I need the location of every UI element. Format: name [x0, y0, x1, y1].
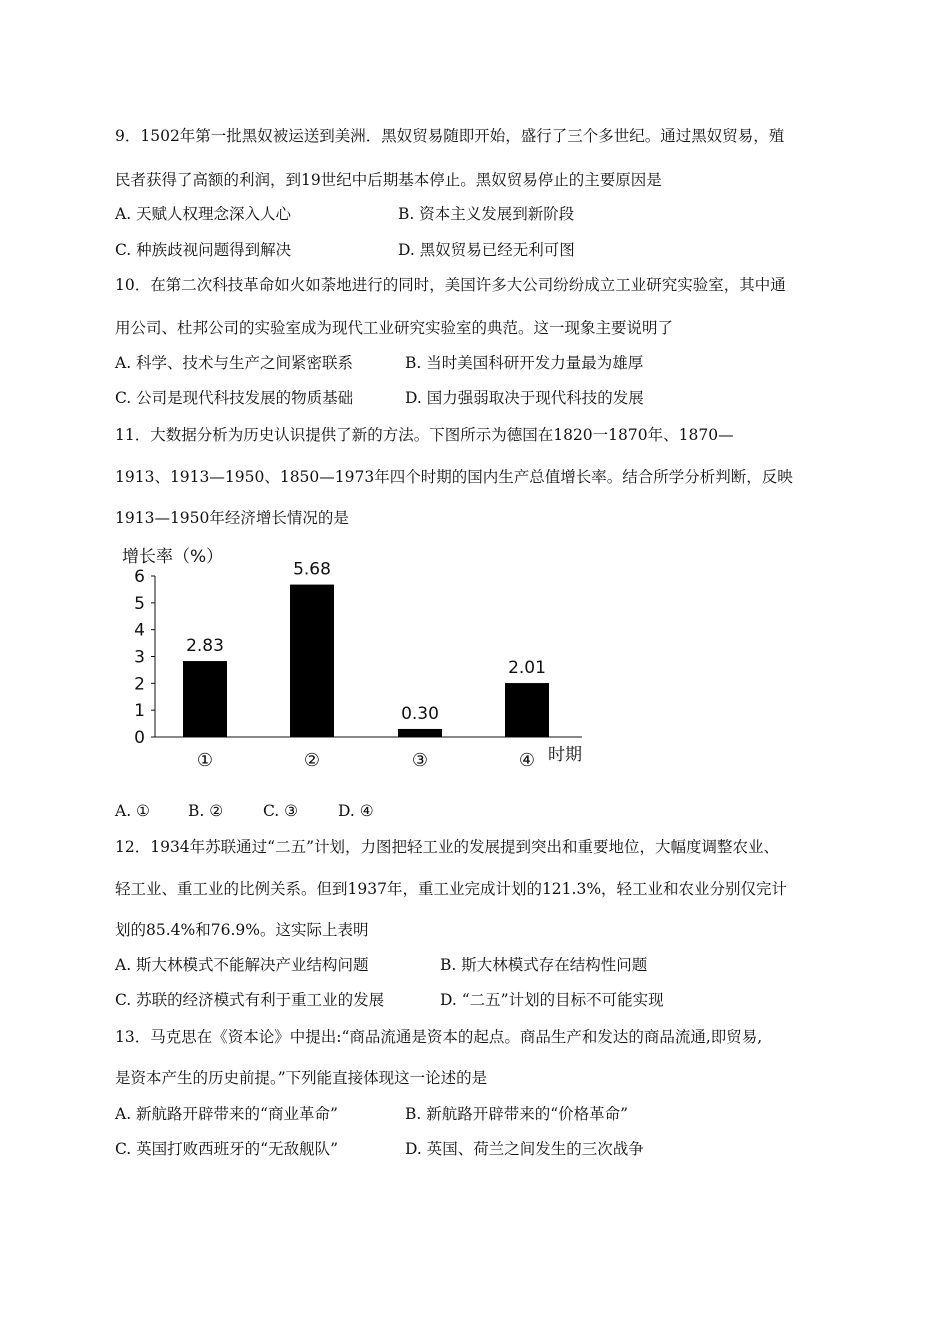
chart-category-label: ②	[303, 750, 321, 771]
chart-bars	[183, 560, 549, 771]
chart-svg	[112, 540, 602, 780]
q9-option-b[interactable]: B. 资本主义发展到新阶段	[398, 205, 575, 223]
chart-y-tick-label: 3	[134, 647, 145, 668]
q11-option-a[interactable]: A. ①	[115, 802, 150, 820]
q10-option-d[interactable]: D. 国力强弱取决于现代科技的发展	[405, 389, 644, 407]
chart-category-label: ①	[196, 750, 214, 771]
q11-stem-line3: 1913—1950年经济增长情况的是	[115, 509, 349, 527]
q11-option-b[interactable]: B. ②	[188, 802, 224, 820]
chart-y-tick-label: 0	[134, 728, 145, 748]
growth-rate-bar-chart	[112, 540, 602, 780]
chart-y-tick-label: 6	[134, 567, 145, 587]
q12-stem-line3: 划的85.4%和76.9%。这实际上表明	[115, 921, 369, 939]
q10-option-c[interactable]: C. 公司是现代科技发展的物质基础	[115, 389, 354, 407]
chart-y-tick-label: 4	[134, 620, 145, 641]
chart-category-label: ④	[518, 750, 536, 771]
chart-y-axis-label: 增长率（%）	[122, 547, 224, 567]
q12-stem-line1: 12．1934年苏联通过“二五”计划，力图把轻工业的发展提到突出和重要地位，大幅度调整农业、	[115, 838, 780, 856]
q11-stem-line1: 11．大数据分析为历史认识提供了新的方法。下图所示为德国在1820一1870年、1870—	[115, 426, 734, 444]
chart-y-tick-label: 5	[134, 593, 145, 614]
chart-bar	[183, 661, 227, 737]
chart-data-label: 0.30	[401, 703, 439, 724]
q13-option-c[interactable]: C. 英国打败西班牙的“无敌舰队”	[115, 1140, 339, 1158]
chart-bar	[290, 585, 334, 737]
chart-y-tick-label: 2	[134, 674, 145, 695]
chart-category-label: ③	[411, 750, 429, 771]
q9-stem-line2: 民者获得了高额的利润，到19世纪中后期基本停止。黑奴贸易停止的主要原因是	[115, 171, 662, 189]
q13-option-d[interactable]: D. 英国、荷兰之间发生的三次战争	[405, 1140, 644, 1158]
q9-option-c[interactable]: C. 种族歧视问题得到解决	[115, 241, 292, 259]
q12-option-a[interactable]: A. 斯大林模式不能解决产业结构问题	[115, 956, 369, 974]
chart-bar	[398, 729, 442, 737]
chart-y-ticks	[134, 567, 155, 748]
q11-option-d[interactable]: D. ④	[338, 802, 374, 820]
q10-stem-line2: 用公司、杜邦公司的实验室成为现代工业研究实验室的典范。这一现象主要说明了	[115, 319, 674, 337]
chart-data-label: 2.83	[186, 636, 224, 657]
q13-option-b[interactable]: B. 新航路开辟带来的“价格革命”	[405, 1105, 629, 1123]
q10-option-a[interactable]: A. 科学、技术与生产之间紧密联系	[115, 354, 354, 372]
q13-stem-line2: 是资本产生的历史前提。”下列能直接体现这一论述的是	[115, 1069, 488, 1087]
q12-option-c[interactable]: C. 苏联的经济模式有利于重工业的发展	[115, 991, 385, 1009]
chart-y-tick-label: 1	[134, 701, 145, 722]
q9-stem-line1: 9．1502年第一批黑奴被运送到美洲．黑奴贸易随即开始，盛行了三个多世纪。通过黑奴贸易，殖	[115, 127, 785, 145]
q13-stem-line1: 13．马克思在《资本论》中提出:“商品流通是资本的起点。商品生产和发达的商品流通,即贸易,	[115, 1028, 763, 1046]
q12-stem-line2: 轻工业、重工业的比例关系。但到1937年，重工业完成计划的121.3%，轻工业和农业分别仅完计	[115, 880, 788, 898]
q11-option-c[interactable]: C. ③	[263, 802, 299, 820]
q10-stem-line1: 10．在第二次科技革命如火如荼地进行的同时，美国许多大公司纷纷成立工业研究实验室，其中通	[115, 276, 786, 294]
chart-data-label: 5.68	[293, 559, 331, 580]
q12-option-d[interactable]: D. “二五”计划的目标不可能实现	[440, 991, 664, 1009]
q9-option-a[interactable]: A. 天赋人权理念深入人心	[115, 205, 292, 223]
q11-stem-line2: 1913、1913—1950、1850—1973年四个时期的国内生产总值增长率。结合所学分析判断，反映	[115, 468, 793, 486]
q10-option-b[interactable]: B. 当时美国科研开发力量最为雄厚	[405, 354, 644, 372]
chart-x-axis-label: 时期	[548, 745, 582, 765]
chart-data-label: 2.01	[508, 658, 546, 679]
q13-option-a[interactable]: A. 新航路开辟带来的“商业革命”	[115, 1105, 338, 1123]
q9-option-d[interactable]: D. 黑奴贸易已经无利可图	[398, 241, 575, 259]
chart-bar	[505, 683, 549, 737]
q12-option-b[interactable]: B. 斯大林模式存在结构性问题	[440, 956, 648, 974]
